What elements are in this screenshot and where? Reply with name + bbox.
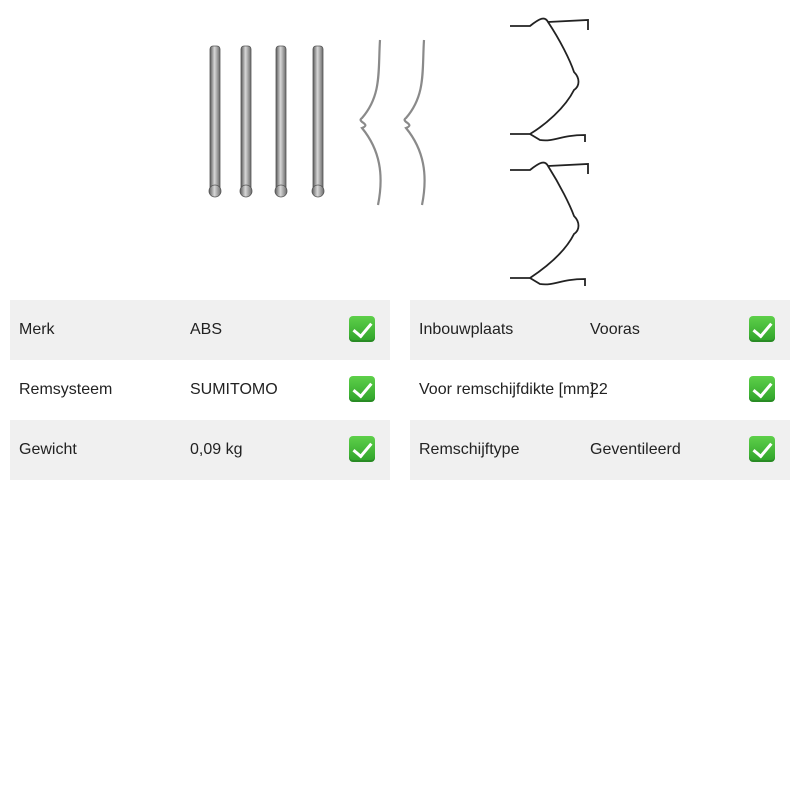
check-mark-icon: [349, 316, 375, 342]
guide-pin-icon: [240, 46, 252, 197]
anti-rattle-spring-icon: [361, 40, 425, 205]
wire-clip-icon: [510, 19, 588, 286]
check-mark-icon: [349, 376, 375, 402]
spec-row: [410, 360, 790, 420]
spec-row: [410, 420, 790, 480]
spec-column-left: [10, 300, 390, 480]
spec-row: [10, 300, 390, 360]
spec-row: [10, 420, 390, 480]
check-mark-icon: [349, 436, 375, 462]
check-mark-icon: [749, 316, 775, 342]
spec-label: Remschijftype: [419, 441, 520, 458]
spec-label: Gewicht: [19, 441, 77, 458]
spec-value: 0,09 kg: [190, 441, 243, 458]
spec-value: Vooras: [590, 321, 640, 338]
check-mark-icon: [749, 436, 775, 462]
spec-label: Inbouwplaats: [419, 321, 514, 338]
brake-pad-accessory-kit-image: [190, 10, 610, 295]
spec-column-right: [410, 300, 790, 480]
spec-value: 22: [590, 381, 608, 398]
spec-table: [10, 300, 790, 480]
spec-label: Remsysteem: [19, 381, 113, 398]
spec-value: Geventileerd: [590, 441, 681, 458]
spec-label: Merk: [19, 321, 55, 338]
spec-row: [410, 300, 790, 360]
guide-pin-icon: [312, 46, 324, 197]
check-mark-icon: [749, 376, 775, 402]
spec-label: Voor remschijfdikte [mm]: [419, 381, 595, 398]
guide-pin-icon: [209, 46, 221, 197]
spec-value: ABS: [190, 321, 223, 338]
spec-value: SUMITOMO: [190, 381, 278, 398]
guide-pin-icon: [275, 46, 287, 197]
spec-row: [10, 360, 390, 420]
